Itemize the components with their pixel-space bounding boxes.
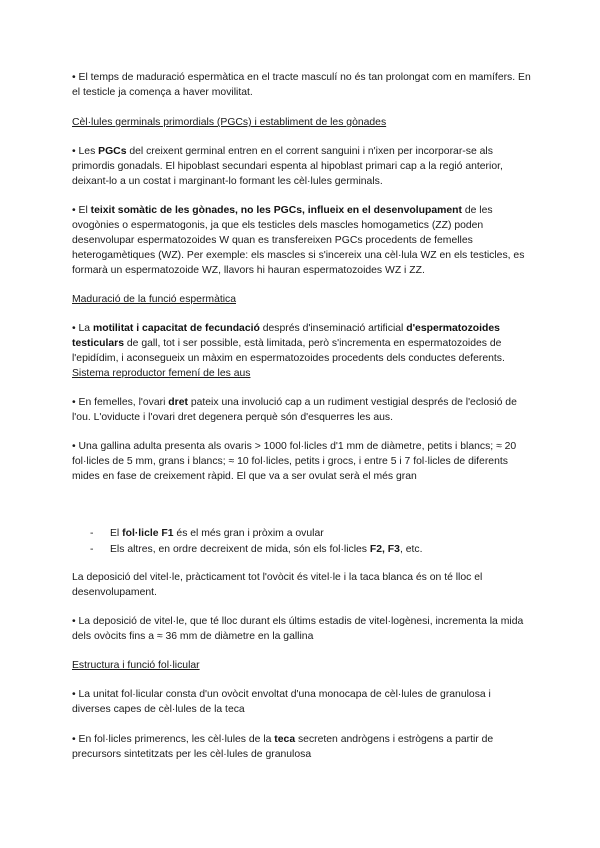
paragraph-pgc: • Les PGCs del creixent germinal entren en el corrent sanguini i n'ixen per incorporar-se als primordis gonadals. El hipoblast secundari espenta al hipoblast primari cap a la regió anterior, deixant-lo a un costat i marginant-lo formant les cèl·lules germinals. [72,146,503,187]
list-item-follicle: - Els altres, en ordre decreixent de mida, són els fol·licles F2, F3, etc. [90,544,423,555]
heading-maturation: Maduració de la funció espermàtica [72,294,237,305]
heading-follicular: Estructura i funció fol·licular [72,660,200,671]
paragraph-hen: • Una gallina adulta presenta als ovaris > 1000 fol·licles d'1 mm de diàmetre, petits i blancs; ≈ 20 fol·licles de 5 mm, grans i blancs; ≈ 10 fol·licles, petits i grocs, i entre 5 i 7 fol·licles de diferents mides en fase de creixement ràpid. El que va a ser ovulat serà el més gran [72,441,517,482]
paragraph-yolk: La deposició del vitel·le, pràcticament tot l'ovòcit és vitel·le i la taca blanca és on té lloc el desenvolupament. [72,572,483,598]
paragraph-somatic: • El teixit somàtic de les gònades, no les PGCs, influeix en el desenvolupament de les ovogònies o espermatogonis, ja que els testicles dels mascles homogametics (ZZ) poden desenvolupar espermatozoides W quan es transfereixen PGCs procedents de femelles heterogamètiques (WZ). Per exemple: els mascles si s'incereix una cèl·lula WZ en els testicles, es formarà un espermatozoide WZ, llavors hi hauran espermatozoides WZ i ZZ. [72,205,525,276]
paragraph-female: • En femelles, l'ovari dret pateix una involució cap a un rudiment vestigial després de l'eclosió de l'ou. L'oviducte i l'ovari dret degenera perquè són d'esquerres les aus. [72,397,517,423]
paragraph-theca: • En fol·licles primerencs, les cèl·lules de la teca secreten andrògens i estrògens a partir de precursors sintetitzats per les cèl·lules de granulosa [72,734,494,760]
paragraph-unit: • La unitat fol·licular consta d'un ovòcit envoltat d'una monocapa de cèl·lules de granulosa i diverses capes de cèl·lules de la teca [72,689,491,715]
paragraph-maturation: • La motilitat i capacitat de fecundació després d'inseminació artificial d'espermatozoides testiculars de gall, tot i ser possible, està limitada, però s'incrementa en espermatozoides de l'epidídim, i aconsegueix un màxim en espermatozoides procedents dels conductes deferents. [72,323,505,364]
list-item-follicle: - El fol·licle F1 és el més gran i pròxim a ovular [90,528,324,539]
heading-female: Sistema reproductor femení de les aus [72,368,251,379]
heading-pgc: Cèl·lules germinals primordials (PGCs) i establiment de les gònades [72,117,387,128]
paragraph-vitello: • La deposició de vitel·le, que té lloc durant els últims estadis de vitel·logènesi, incrementa la mida dels ovòcits fins a ≈ 36 mm de diàmetre en la gallina [72,616,524,642]
paragraph-motility: • El temps de maduració espermàtica en el tracte masculí no és tan prolongat com en mamífers. En el testicle ja comença a haver movilitat. [72,72,531,98]
